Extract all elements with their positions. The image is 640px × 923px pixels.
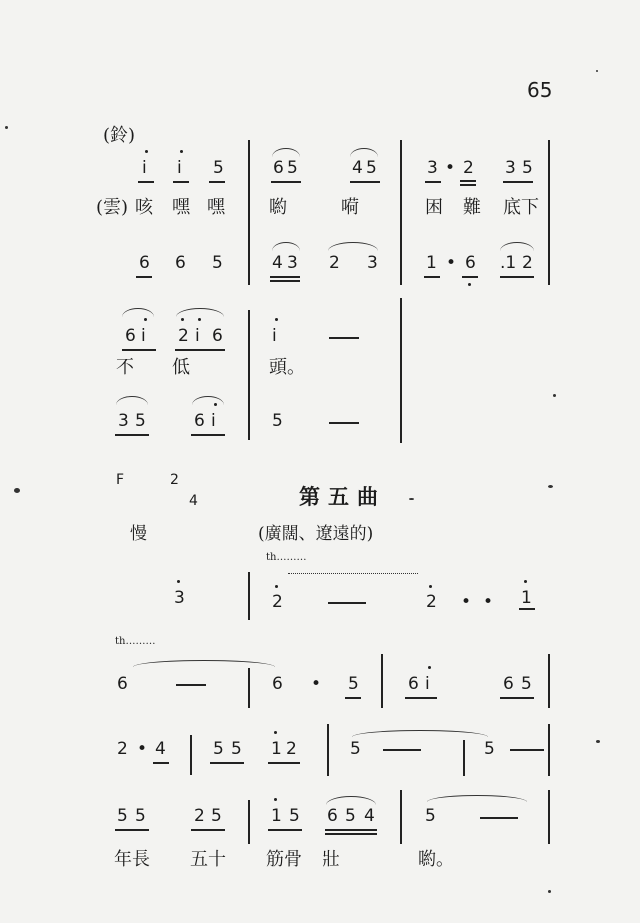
lyric: 年長 xyxy=(114,849,150,870)
note: .1 xyxy=(500,253,517,273)
lyric: 嗬 xyxy=(341,197,359,218)
note: 3 xyxy=(118,411,129,431)
lyric: 咳 xyxy=(135,197,153,218)
note: 5 xyxy=(287,158,298,178)
note: 3 xyxy=(287,253,298,273)
note: 6 xyxy=(125,326,136,346)
note: 2 xyxy=(117,739,128,759)
lyric: 嘿 xyxy=(172,197,190,218)
key-signature: F xyxy=(116,472,125,488)
lyric: 困 xyxy=(425,197,443,218)
mood-marking: 慢 xyxy=(130,524,147,544)
note: • xyxy=(311,674,322,694)
note: 5 xyxy=(212,253,223,273)
lyric: 下 xyxy=(521,197,539,218)
note: 5 xyxy=(522,158,533,178)
lyric: 壯 xyxy=(322,849,340,870)
note: 4 xyxy=(272,253,283,273)
note: 3 xyxy=(174,588,185,608)
note: i xyxy=(195,326,200,346)
tempo-note: (廣闊、遼遠的) xyxy=(258,524,374,544)
note: 6 xyxy=(408,674,419,694)
note: 4 xyxy=(364,806,375,826)
section-title: 第五曲 xyxy=(299,484,386,509)
note: 6 xyxy=(327,806,338,826)
note: 5 xyxy=(345,806,356,826)
note: 2 xyxy=(178,326,189,346)
sustain-dash xyxy=(329,337,359,339)
lyric: 筋骨 xyxy=(266,849,302,870)
note: 2 xyxy=(329,253,340,273)
lyric: 嘿 xyxy=(207,197,225,218)
note: 2 xyxy=(463,158,474,178)
note: 6 xyxy=(117,674,128,694)
note: 5 xyxy=(289,806,300,826)
note: 5 xyxy=(521,674,532,694)
note: 6 xyxy=(194,411,205,431)
note: 3 xyxy=(505,158,516,178)
note: i xyxy=(142,158,147,178)
note: 5 xyxy=(211,806,222,826)
note: 5 xyxy=(350,739,361,759)
lyric: 底 xyxy=(503,197,521,218)
lyric: 不 xyxy=(116,357,134,378)
note: 1 xyxy=(271,739,282,759)
note: 5 xyxy=(213,158,224,178)
note: 5 xyxy=(135,411,146,431)
lyric: 喲 xyxy=(269,197,287,218)
note: 6 xyxy=(212,326,223,346)
note: 4 xyxy=(352,158,363,178)
note: 1 xyxy=(271,806,282,826)
note: • xyxy=(445,158,456,178)
lyric: 低 xyxy=(172,357,190,378)
note: • xyxy=(446,253,457,273)
lyric: 頭。 xyxy=(269,357,305,378)
note: 5 xyxy=(117,806,128,826)
note: 2 xyxy=(426,592,437,612)
note: 1 xyxy=(521,588,532,608)
note: 5 xyxy=(348,674,359,694)
note: 3 xyxy=(367,253,378,273)
lyric: 五十 xyxy=(190,849,226,870)
note: 2 xyxy=(194,806,205,826)
note: 6 xyxy=(175,253,186,273)
note: 3 xyxy=(427,158,438,178)
note: i xyxy=(425,674,430,694)
note: 5 xyxy=(213,739,224,759)
note: • xyxy=(461,592,472,612)
note: i xyxy=(141,326,146,346)
note: • xyxy=(483,592,494,612)
note: 5 xyxy=(231,739,242,759)
note: 5 xyxy=(366,158,377,178)
lyric: 喲。 xyxy=(418,849,454,870)
note: 5 xyxy=(425,806,436,826)
time-signature-top: 2 xyxy=(170,472,179,488)
note: i xyxy=(177,158,182,178)
note: 6 xyxy=(465,253,476,273)
note: 6 xyxy=(273,158,284,178)
note: 5 xyxy=(272,411,283,431)
note: 2 xyxy=(522,253,533,273)
time-signature-bottom: 4 xyxy=(189,493,198,509)
note: i xyxy=(211,411,216,431)
bell-label: (鈴) xyxy=(103,125,136,146)
lyric-speaker: (雲) xyxy=(96,197,129,218)
note: 5 xyxy=(484,739,495,759)
fermata-mark: th……… xyxy=(266,552,307,563)
page-number: 65 xyxy=(527,78,553,102)
note: i xyxy=(272,326,277,346)
note: 5 xyxy=(135,806,146,826)
note: • xyxy=(137,739,148,759)
fermata-mark-2: th……… xyxy=(115,636,156,647)
note: 4 xyxy=(155,739,166,759)
note: 6 xyxy=(139,253,150,273)
lyric: 難 xyxy=(463,197,481,218)
note: 6 xyxy=(503,674,514,694)
note: 6 xyxy=(272,674,283,694)
note: 2 xyxy=(272,592,283,612)
note: 1 xyxy=(426,253,437,273)
note: 2 xyxy=(286,739,297,759)
